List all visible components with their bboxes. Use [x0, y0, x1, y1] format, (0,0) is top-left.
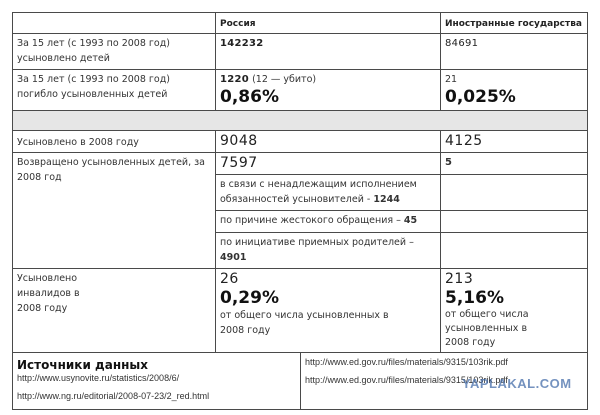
foreign-disabled-2008: [440, 268, 588, 353]
adoption-statistics-table: [12, 12, 588, 410]
foreign-disabled-pct: 5,16%: [445, 288, 504, 308]
row-label-returned-2008: Возвращено усыновленных детей, за 2008 год: [12, 152, 216, 269]
foreign-reason-empty-2: [440, 210, 588, 233]
row-label-disabled-2008: Усыновлено инвалидов в 2008 году: [12, 268, 216, 353]
foreign-disabled-count: 213: [445, 271, 474, 287]
sources-title: Источники данных: [17, 358, 148, 372]
russia-adopted-2008-value: 9048: [220, 133, 258, 149]
reason-cruelty: [215, 210, 441, 233]
russia-disabled-note: от общего числа усыновленных в 2008 году: [220, 310, 389, 336]
source-link-ng[interactable]: http://www.ng.ru/editorial/2008-07-23/2_red.html: [17, 391, 210, 401]
foreign-disabled-note: от общего числа усыновленных в 2008 году: [445, 309, 529, 348]
reason-improper-duties: [215, 174, 441, 211]
russia-adopted-2008: [215, 130, 441, 153]
source-link-edgov-1[interactable]: http://www.ed.gov.ru/files/materials/9315/103rik.pdf: [305, 357, 508, 367]
foreign-adopted-15y: [440, 33, 588, 70]
foreign-reason-empty-1: [440, 174, 588, 211]
reason-improper-duties-text: в связи с ненадлежащим исполнением обязанностей усыновителей -: [220, 179, 417, 205]
source-link-edgov-2[interactable]: http://www.ed.gov.ru/files/materials/9315/103rik.pdf: [305, 375, 508, 385]
reason-parents-initiative-text: по инициативе приемных родителей –: [220, 237, 414, 248]
foreign-died-count: 21: [445, 74, 458, 85]
reason-parents-initiative: [215, 232, 441, 269]
russia-disabled-2008: [215, 268, 441, 353]
russia-disabled-pct: 0,29%: [220, 288, 279, 308]
foreign-adopted-2008-value: 4125: [445, 133, 483, 149]
header-foreign: Иностранные государства: [440, 12, 588, 34]
foreign-adopted-2008: [440, 130, 588, 153]
foreign-died-pct: 0,025%: [445, 87, 516, 107]
foreign-returned-2008-value: 5: [445, 157, 452, 168]
sources-left: [12, 352, 301, 410]
russia-adopted-15y: [215, 33, 441, 70]
foreign-returned-2008: [440, 152, 588, 175]
separator-row: [12, 110, 588, 131]
reason-parents-initiative-value: 4901: [220, 252, 247, 263]
reason-cruelty-text: по причине жестокого обращения –: [220, 215, 404, 226]
foreign-adopted-15y-value: 84691: [445, 38, 479, 49]
row-label-died-15y: За 15 лет (с 1993 по 2008 год) погибло усыновленных детей: [12, 69, 216, 111]
russia-returned-2008: [215, 152, 441, 175]
russia-disabled-count: 26: [220, 271, 239, 287]
russia-died-pct: 0,86%: [220, 87, 279, 107]
row-label-adopted-15y: За 15 лет (с 1993 по 2008 год) усыновлено детей: [12, 33, 216, 70]
reason-cruelty-value: 45: [403, 215, 418, 226]
row-label-adopted-2008: Усыновлено в 2008 году: [12, 130, 216, 153]
reason-improper-duties-value: 1244: [373, 194, 400, 205]
russia-died-note: (12 — убито): [249, 74, 317, 85]
foreign-died-15y: [440, 69, 588, 111]
source-link-usynovite[interactable]: http://www.usynovite.ru/statistics/2008/6/: [17, 373, 180, 383]
russia-adopted-15y-value: 142232: [220, 38, 264, 49]
foreign-reason-empty-3: [440, 232, 588, 269]
russia-died-count: 1220: [220, 74, 250, 85]
header-empty-cell: [12, 12, 216, 34]
watermark: YAPLAKAL.COM: [462, 376, 572, 391]
russia-died-15y: [215, 69, 441, 111]
header-russia: Россия: [215, 12, 441, 34]
russia-returned-2008-value: 7597: [220, 155, 258, 171]
